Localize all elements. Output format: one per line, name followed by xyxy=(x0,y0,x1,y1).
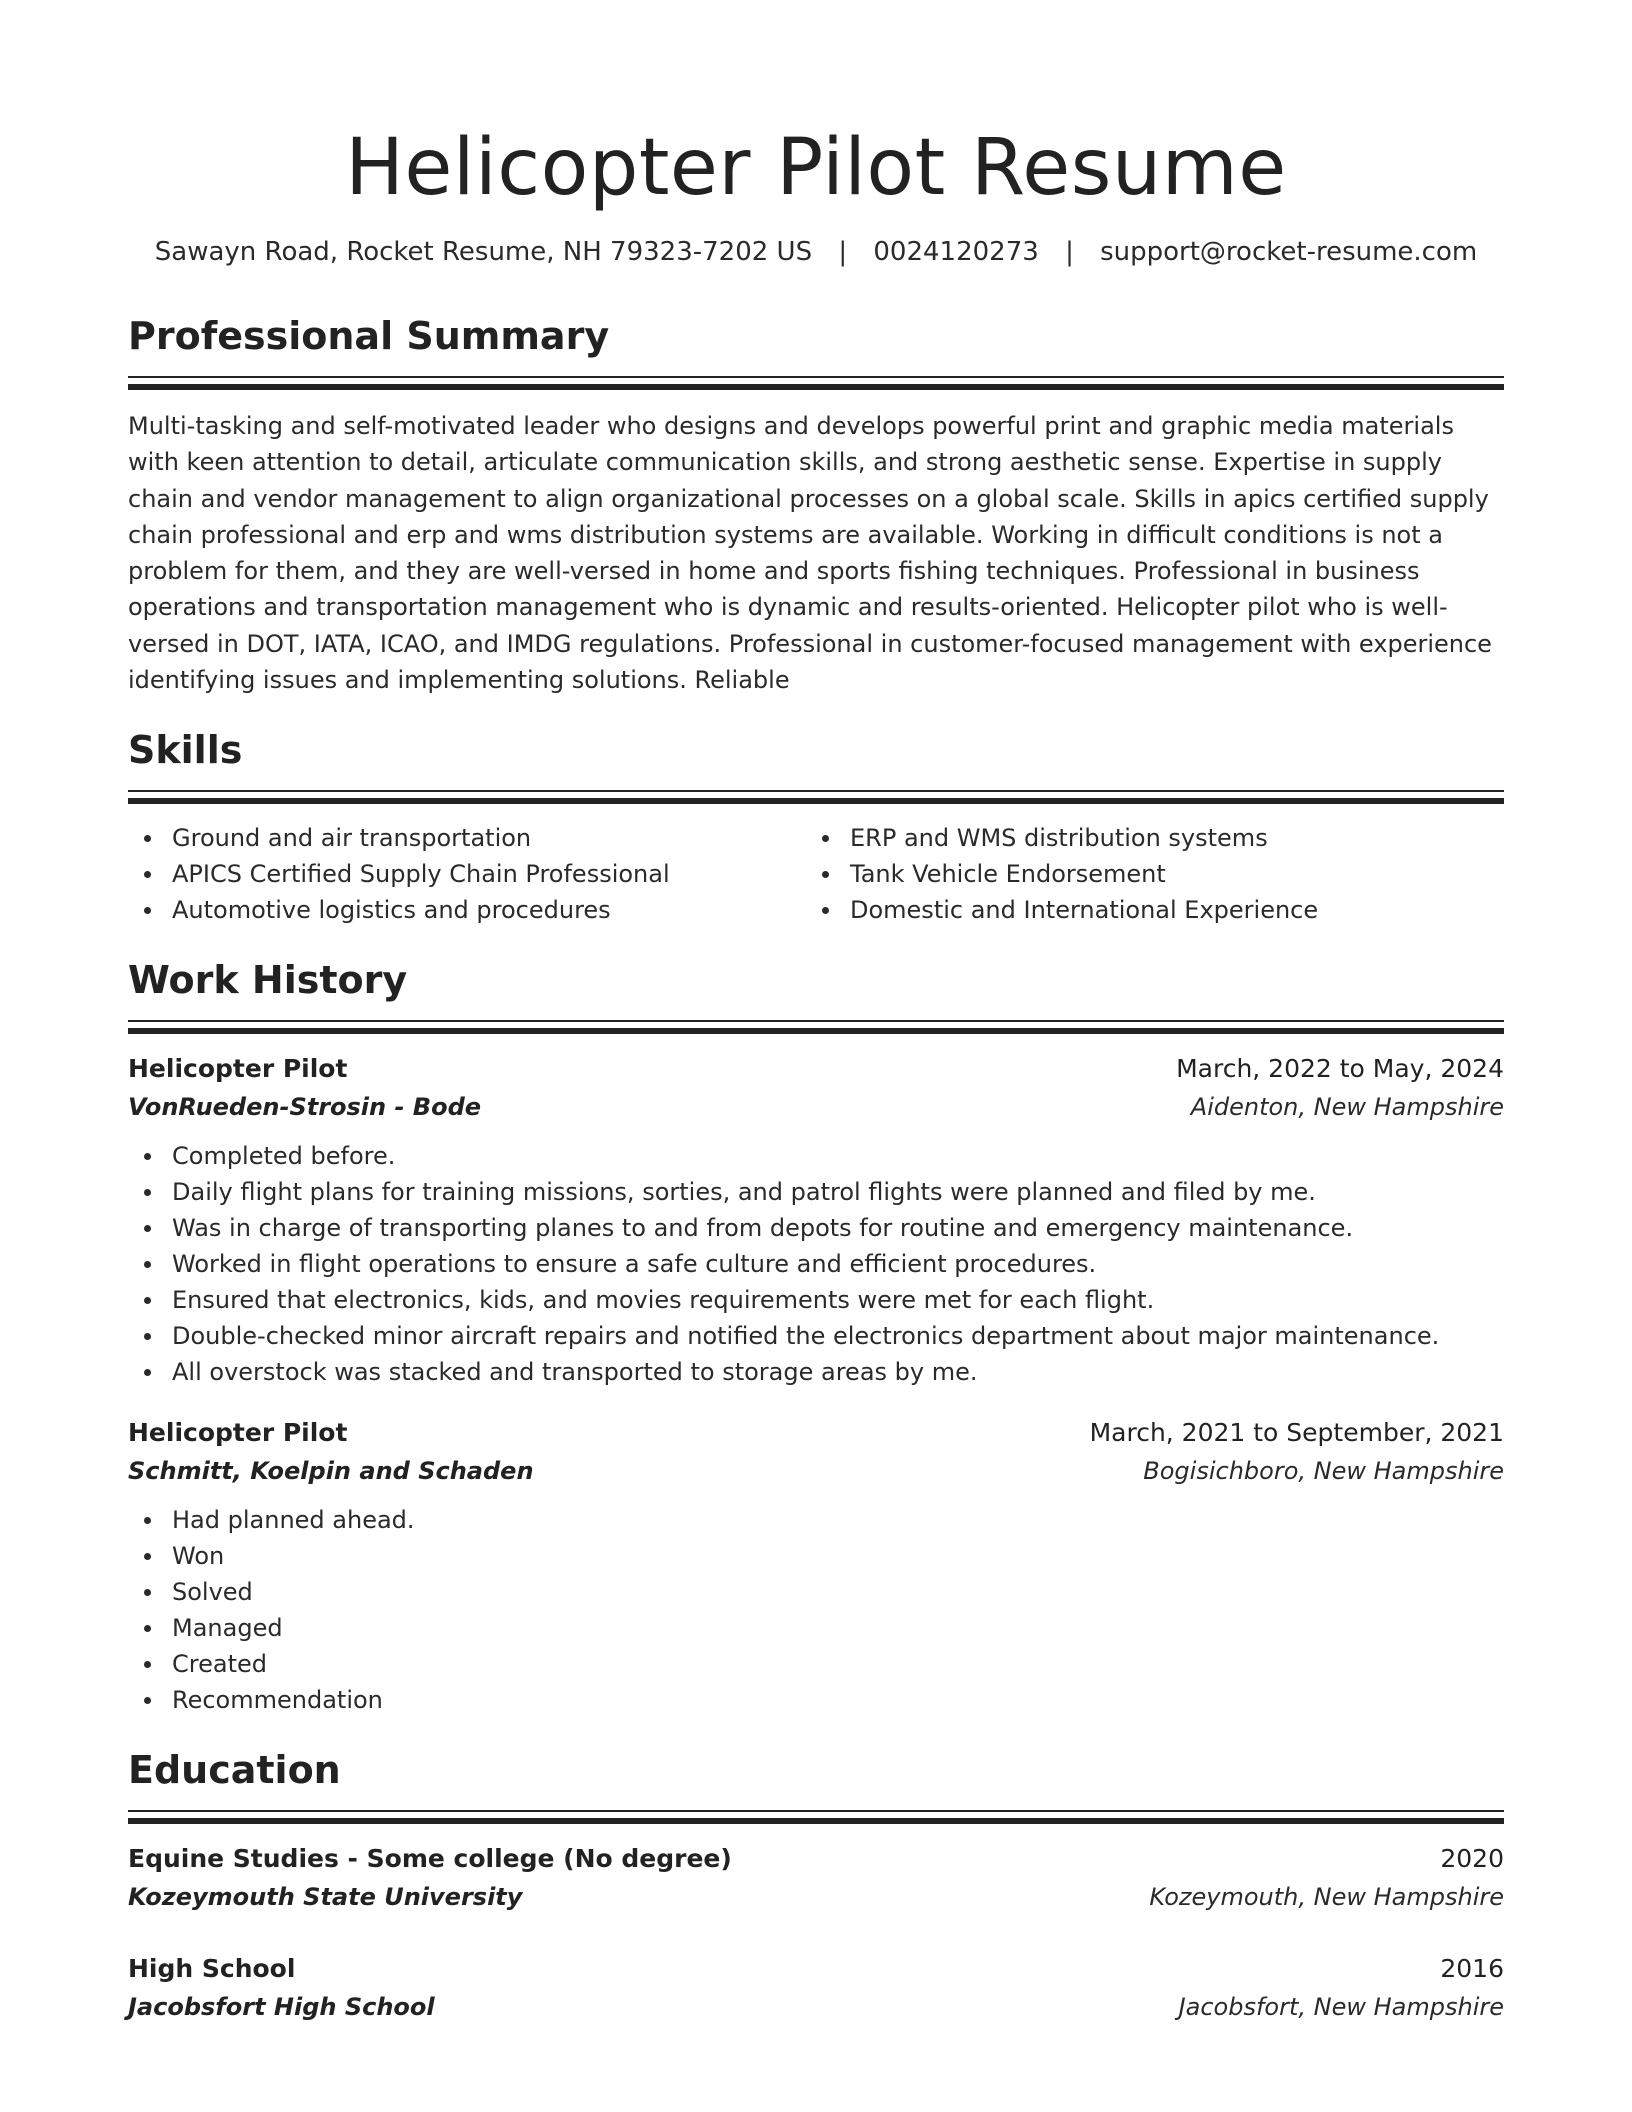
job-bullet: Solved xyxy=(128,1574,1504,1610)
skill-item: ERP and WMS distribution systems xyxy=(806,820,1484,856)
job-bullet-list xyxy=(128,1502,1504,1718)
job-entry xyxy=(128,1050,1504,1390)
skills-section xyxy=(128,726,1504,928)
education-heading: Education xyxy=(128,1748,341,1793)
education-section xyxy=(128,1746,1504,2026)
education-school: Jacobsfort High School xyxy=(128,1993,435,2022)
work-section xyxy=(128,956,1504,1718)
contact-phone: 0024120273 xyxy=(873,237,1039,267)
job-bullet: Worked in flight operations to ensure a safe culture and efficient procedures. xyxy=(128,1246,1504,1282)
job-company: VonRueden-Strosin - Bode xyxy=(128,1093,482,1122)
contact-separator: | xyxy=(1065,237,1074,267)
contact-separator: | xyxy=(838,237,848,267)
skills-grid xyxy=(128,820,1504,928)
summary-heading: Professional Summary xyxy=(128,314,610,358)
job-location: Bogisichboro, New Hampshire xyxy=(1143,1457,1504,1486)
section-rule-thin xyxy=(128,376,1504,378)
section-rule-thick xyxy=(128,384,1504,390)
job-dates: March, 2021 to September, 2021 xyxy=(1089,1418,1504,1448)
skills-heading: Skills xyxy=(128,728,243,773)
job-location: Aidenton, New Hampshire xyxy=(1190,1093,1504,1122)
job-title: Helicopter Pilot xyxy=(128,1054,348,1084)
job-bullet: Daily flight plans for training missions, sorties, and patrol flights were planned and filed by me. xyxy=(128,1174,1504,1210)
skill-item: Automotive logistics and procedures xyxy=(128,892,806,928)
job-company: Schmitt, Koelpin and Schaden xyxy=(128,1457,534,1486)
section-rule-thin xyxy=(128,790,1504,792)
skill-item: Tank Vehicle Endorsement xyxy=(806,856,1484,892)
summary-section xyxy=(128,312,1504,698)
job-bullet: Ensured that electronics, kids, and movies requirements were met for each flight. xyxy=(128,1282,1504,1318)
section-rule-thin xyxy=(128,1810,1504,1812)
contact-address: Sawayn Road, Rocket Resume, NH 79323-7202 US xyxy=(154,237,813,267)
education-location: Jacobsfort, New Hampshire xyxy=(1178,1993,1504,2022)
education-year: 2016 xyxy=(1440,1954,1504,1984)
education-school: Kozeymouth State University xyxy=(128,1883,523,1912)
education-year: 2020 xyxy=(1440,1844,1504,1874)
job-title: Helicopter Pilot xyxy=(128,1418,348,1448)
resume-content xyxy=(128,0,1504,2026)
education-entry xyxy=(128,1950,1504,2026)
job-bullet: All overstock was stacked and transported to storage areas by me. xyxy=(128,1354,1504,1390)
summary-text: Multi-tasking and self-motivated leader who designs and develops powerful print and graphic media materials with keen attention to detail, articulate communication skills, and strong aesthetic sense. Expertise in supply chain and vendor management to align organizational processes on a global scale. Skills in apics certified supply chain professional and erp and wms distribution systems are available. Working in difficult conditions is not a problem for them, and they are well-versed in home and sports fishing techniques. Professional in business operations and transportation management who is dynamic and results-oriented. Helicopter pilot who is well-versed in DOT, IATA, ICAO, and IMDG regulations. Professional in customer-focused management with experience identifying issues and implementing solutions. Reliable xyxy=(128,412,1492,695)
skills-list-right xyxy=(806,820,1484,928)
skill-item: Ground and air transportation xyxy=(128,820,806,856)
section-rule-thin xyxy=(128,1020,1504,1022)
job-dates: March, 2022 to May, 2024 xyxy=(1176,1054,1504,1084)
skill-item: APICS Certified Supply Chain Professional xyxy=(128,856,806,892)
contact-email: support@rocket-resume.com xyxy=(1100,237,1478,267)
section-rule-thick xyxy=(128,798,1504,804)
work-heading: Work History xyxy=(128,958,408,1003)
job-bullet-list xyxy=(128,1138,1504,1390)
job-bullet: Was in charge of transporting planes to and from depots for routine and emergency maintenance. xyxy=(128,1210,1504,1246)
section-rule-thick xyxy=(128,1028,1504,1034)
resume-title: Helicopter Pilot Resume xyxy=(345,123,1287,213)
skills-list-left xyxy=(128,820,806,928)
job-bullet: Managed xyxy=(128,1610,1504,1646)
job-bullet: Created xyxy=(128,1646,1504,1682)
education-degree: Equine Studies - Some college (No degree) xyxy=(128,1844,732,1874)
section-rule-thick xyxy=(128,1818,1504,1824)
contact-line xyxy=(128,234,1504,270)
education-degree: High School xyxy=(128,1954,296,1984)
skill-item: Domestic and International Experience xyxy=(806,892,1484,928)
education-entry xyxy=(128,1840,1504,1916)
job-bullet: Recommendation xyxy=(128,1682,1504,1718)
job-bullet: Won xyxy=(128,1538,1504,1574)
job-bullet: Completed before. xyxy=(128,1138,1504,1174)
job-bullet: Had planned ahead. xyxy=(128,1502,1504,1538)
education-location: Kozeymouth, New Hampshire xyxy=(1149,1883,1504,1912)
job-bullet: Double-checked minor aircraft repairs and notified the electronics department about major maintenance. xyxy=(128,1318,1504,1354)
job-entry xyxy=(128,1414,1504,1718)
